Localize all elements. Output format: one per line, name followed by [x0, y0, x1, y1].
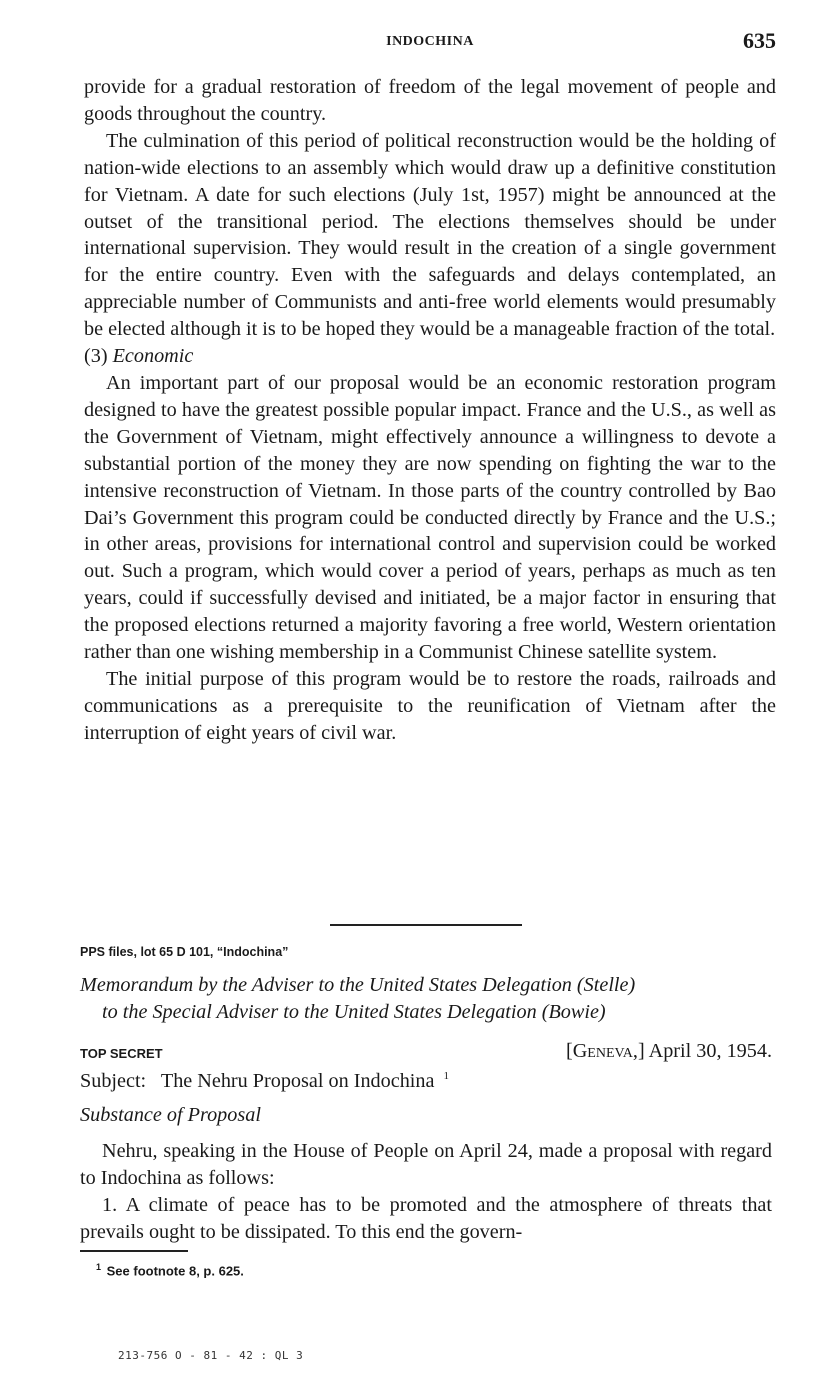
dateline-place: [Geneva,]	[565, 1040, 645, 1062]
subject-text: The Nehru Proposal on Indochina	[160, 1070, 435, 1092]
classification-row	[80, 1040, 772, 1068]
footnote-marker: 1	[96, 1262, 102, 1272]
footnote-reference: 1	[443, 1070, 449, 1083]
running-head	[84, 28, 776, 58]
memo-paragraph-1: Nehru, speaking in the House of People on April 24, made a proposal with regard to Indochina as follows:	[80, 1140, 772, 1189]
subject-label: Subject:	[80, 1070, 147, 1092]
memo-body	[80, 1138, 772, 1246]
printer-mark: 213-756 O - 81 - 42 : QL 3	[118, 1349, 304, 1362]
classification-marking: TOP SECRET	[80, 1046, 163, 1061]
memo-title	[80, 972, 772, 1026]
section-heading	[84, 343, 776, 370]
page-number: 635	[743, 28, 776, 53]
dateline-date: April 30, 1954.	[648, 1040, 772, 1062]
dateline	[566, 1040, 772, 1063]
body-paragraph-1: provide for a gradual restoration of freedom of the legal movement of people and goods throughout the country.	[84, 76, 776, 125]
body-paragraph-3: An important part of our proposal would be an economic restoration program designed to have the greatest possible popular impact. France and the U.S., as well as the Government of Vietnam, might effectively announce a willingness to devote a substantial portion of the money they are now spending on fighting the war to the intensive reconstruction of Vietnam. In those parts of the country controlled by Bao Dai’s Government this program could be conducted directly by France and the U.S.; in other areas, provisions for international control and supervision could be worked out. Such a program, which would cover a period of years, perhaps as much as ten years, could if successfully devised and initiated, be a major factor in ensuring that the proposed elections returned a majority favoring a free world, Western orientation rather than one wishing membership in a Communist Chinese satellite system.	[84, 371, 776, 664]
footnote-rule	[80, 1250, 188, 1252]
footnote	[96, 1262, 244, 1278]
memo-title-line-1: Memorandum by the Adviser to the United States Delegation (Stelle)	[80, 974, 636, 996]
source-line: PPS files, lot 65 D 101, “Indochina”	[80, 945, 289, 959]
memo-paragraph-2: 1. A climate of peace has to be promoted and the atmosphere of threats that prevails ought to be dissipated. To this end the govern-	[80, 1194, 772, 1243]
body-paragraph-2: The culmination of this period of political reconstruction would be the holding of nation-wide elections to an assembly which would draw up a definitive constitution for Vietnam. A date for such elections (July 1st, 1957) might be announced at the outset of the transitional period. The elections themselves should be under international supervision. They would result in the creation of a single government for the entire country. Even with the safeguards and delays contemplated, an appreciable number of Communists and anti-free world elements would presumably be elected although it is to be hoped they would be a manageable fraction of the total.	[84, 129, 776, 341]
memo-title-line-2: to the Special Adviser to the United States Delegation (Bowie)	[102, 1001, 606, 1023]
document-separator-rule	[330, 924, 522, 926]
footnote-text: See footnote 8, p. 625.	[106, 1263, 244, 1279]
substance-heading: Substance of Proposal	[80, 1104, 261, 1126]
section-number: (3)	[84, 345, 108, 368]
subject-line	[80, 1070, 449, 1093]
section-title: Economic	[112, 345, 194, 368]
body-text	[84, 74, 776, 747]
running-title: INDOCHINA	[386, 34, 474, 49]
body-paragraph-4: The initial purpose of this program would be to restore the roads, railroads and communications as a prerequisite to the reunification of Vietnam after the interruption of eight years of civil war.	[84, 667, 776, 744]
